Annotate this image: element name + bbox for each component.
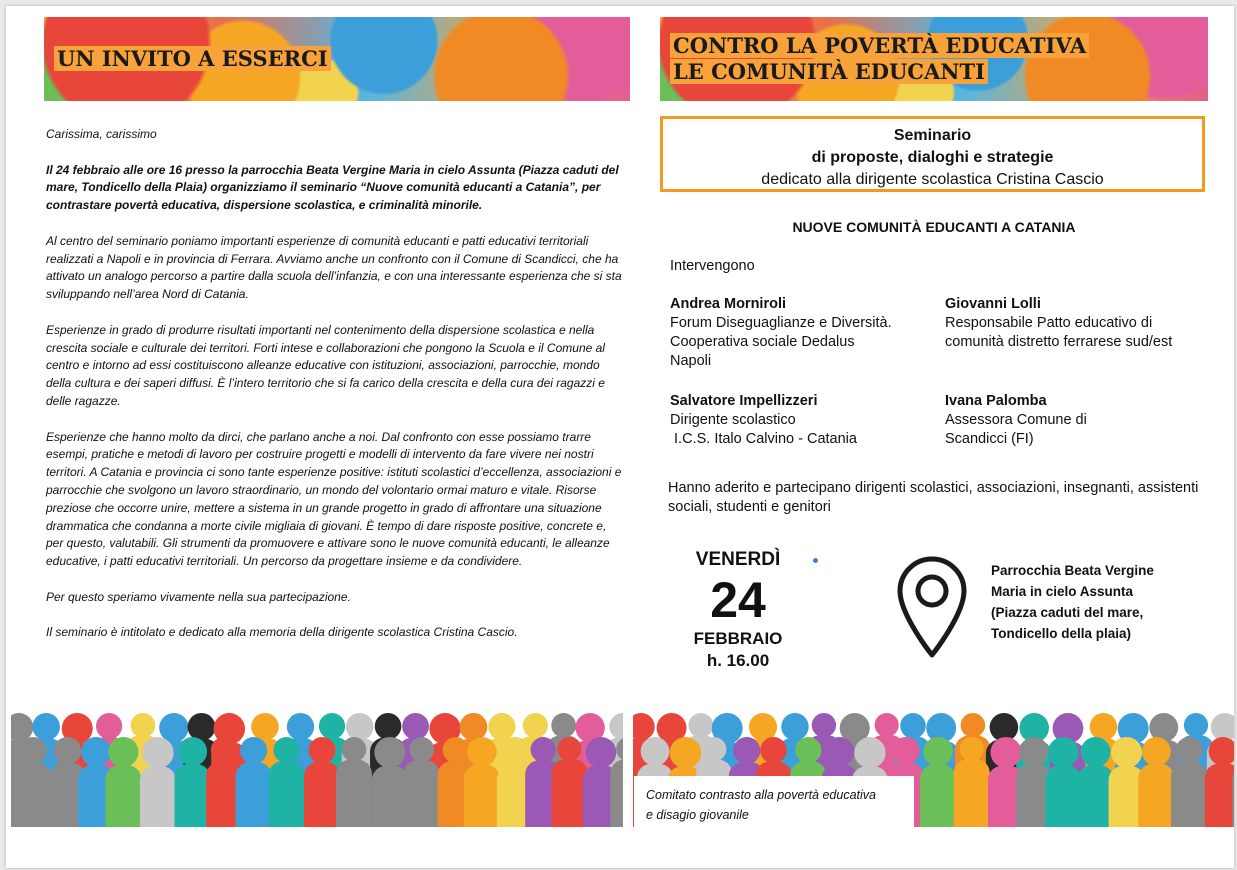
intro-paragraph: Il 24 febbraio alle ore 16 presso la parrocchia Beata Vergine Maria in cielo Assunta (Piazza caduti del mare, Tondicello della Plaia) organizziamo il seminario “Nuove comunità educanti a Catania”, per contrastare povertà educativa, dispersione scolastica, e criminalità minorile. (46, 162, 619, 213)
participants-note: Hanno aderito e partecipano dirigenti scolastici, associazioni, insegnanti, assistenti sociali, studenti e genitori (668, 480, 1199, 515)
greeting: Carissima, carissimo (46, 127, 157, 141)
invitation-letter (46, 126, 624, 660)
date-time: h. 16.00 (706, 651, 770, 670)
speaker-name: Andrea Morniroli (670, 296, 787, 312)
speaker-name: Salvatore Impellizzeri (670, 393, 818, 409)
date-day: 24 (710, 572, 766, 628)
bullet-dot (813, 558, 818, 563)
speaker-role: Responsabile Patto educativo di (945, 315, 1153, 331)
speaker-role: Assessora Comune di (945, 412, 1087, 428)
speaker-name: Giovanni Lolli (945, 296, 1041, 312)
seminar-box (660, 116, 1205, 192)
committee-line: e disagio giovanile (646, 808, 749, 822)
committee-caption (634, 776, 914, 828)
seminar-dedication: dedicato alla dirigente scolastica Cristina Cascio (761, 171, 1104, 188)
letter-paragraph: Esperienze in grado di produrre risultati importanti nel contenimento della dispersione scolastica e nella crescita sociale e culturale dei territori. Forti intese e collaborazioni che pongono la Scuola e il Comune al centro e intorno ad essi costituiscono alleanze educative con istituzioni, associazioni, parrocchie, mondo della cultura e dei saperi diffusi. È l’intero territorio che si fa carico della crescita e della cura dei ragazzi e delle ragazze. (46, 322, 605, 408)
venue-line: Tondicello della plaia) (991, 626, 1132, 641)
speaker (670, 392, 857, 449)
letter-paragraph: Al centro del seminario poniamo importanti esperienze di comunità educanti e patti educativi territoriali realizzati a Napoli e in provincia di Ferrara. Avviamo anche un confronto con il Comune di Scandicci, che ha attivato un analogo percorso a partire dalla scuola dell’infanzia, e con una interessante esperienza che si sta sviluppando nell’area Nord di Catania. (46, 233, 622, 302)
event-date (680, 548, 796, 672)
date-weekday: VENERDÌ (695, 549, 781, 570)
speaker (670, 295, 892, 371)
crowd-illustration-left (11, 703, 623, 827)
right-banner-title: CONTRO LA POVERTÀ EDUCATIVA LE COMUNITÀ EDUCANTI (670, 33, 1089, 85)
seminar-label: Seminario (893, 127, 972, 144)
committee-line: Comitato contrasto alla povertà educativa (646, 788, 876, 802)
speaker-role: Napoli (670, 353, 712, 369)
speaker-name: Ivana Palomba (945, 393, 1047, 409)
speaker-role: Cooperativa sociale Dedalus (670, 334, 855, 350)
left-banner-title: UN INVITO A ESSERCI (54, 46, 331, 72)
right-banner (660, 17, 1208, 101)
letter-paragraph: Per questo speriamo vivamente nella sua partecipazione. (46, 589, 351, 604)
speaker-role: Dirigente scolastico (670, 412, 796, 428)
speaker-role: Forum Diseguaglianze e Diversità. (670, 315, 892, 331)
speaker-role: comunità distretto ferrarese sud/est (945, 334, 1173, 350)
seminar-subtitle: di proposte, dialoghi e strategie (811, 149, 1054, 166)
speaker (945, 392, 1087, 449)
letter-paragraph: Esperienze che hanno molto da dirci, che parlano anche a noi. Dal confronto con esse possiamo trarre esempi, pratiche e metodi di lavoro per costruire progetti e modelli di intervento da fare vivere nei nostri territori. A Catania e provincia ci sono tante esperienze positive: istituti scolastici d’eccellenza, associazioni e parrocchie che svolgono un lavoro straordinario, un mondo del volontario ormai maturo e vitale. Risorse preziose che occorre unire, mettere a sistema in un grande progetto in grado di affrontare una situazione drammatica che condanna a morte civile migliaia di giovani. È tempo di dare risposte positive, concrete e, per questo, valutabili. Gli strumenti da promuovere e attivare sono le nuove comunità educanti, le alleanze educative, i patti educativi territoriali. Un percorso da progettare insieme e da condividere. (46, 429, 622, 569)
date-month: FEBBRAIO (693, 629, 783, 648)
speaker-role: Scandicci (FI) (945, 431, 1034, 447)
event-venue (991, 560, 1201, 644)
venue-line: (Piazza caduti del mare, (991, 605, 1144, 620)
letter-paragraph: Il seminario è intitolato e dedicato alla memoria della dirigente scolastica Cristina Cascio. (46, 625, 518, 640)
map-pin-icon (894, 555, 970, 664)
speaker-role: I.C.S. Italo Calvino - Catania (670, 431, 857, 447)
event-title: NUOVE COMUNITÀ EDUCANTI A CATANIA (792, 219, 1076, 235)
left-banner (44, 17, 630, 101)
venue-line: Maria in cielo Assunta (991, 584, 1134, 599)
speakers-heading: Intervengono (670, 258, 755, 274)
venue-line: Parrocchia Beata Vergine (991, 563, 1154, 578)
speaker (945, 295, 1172, 352)
